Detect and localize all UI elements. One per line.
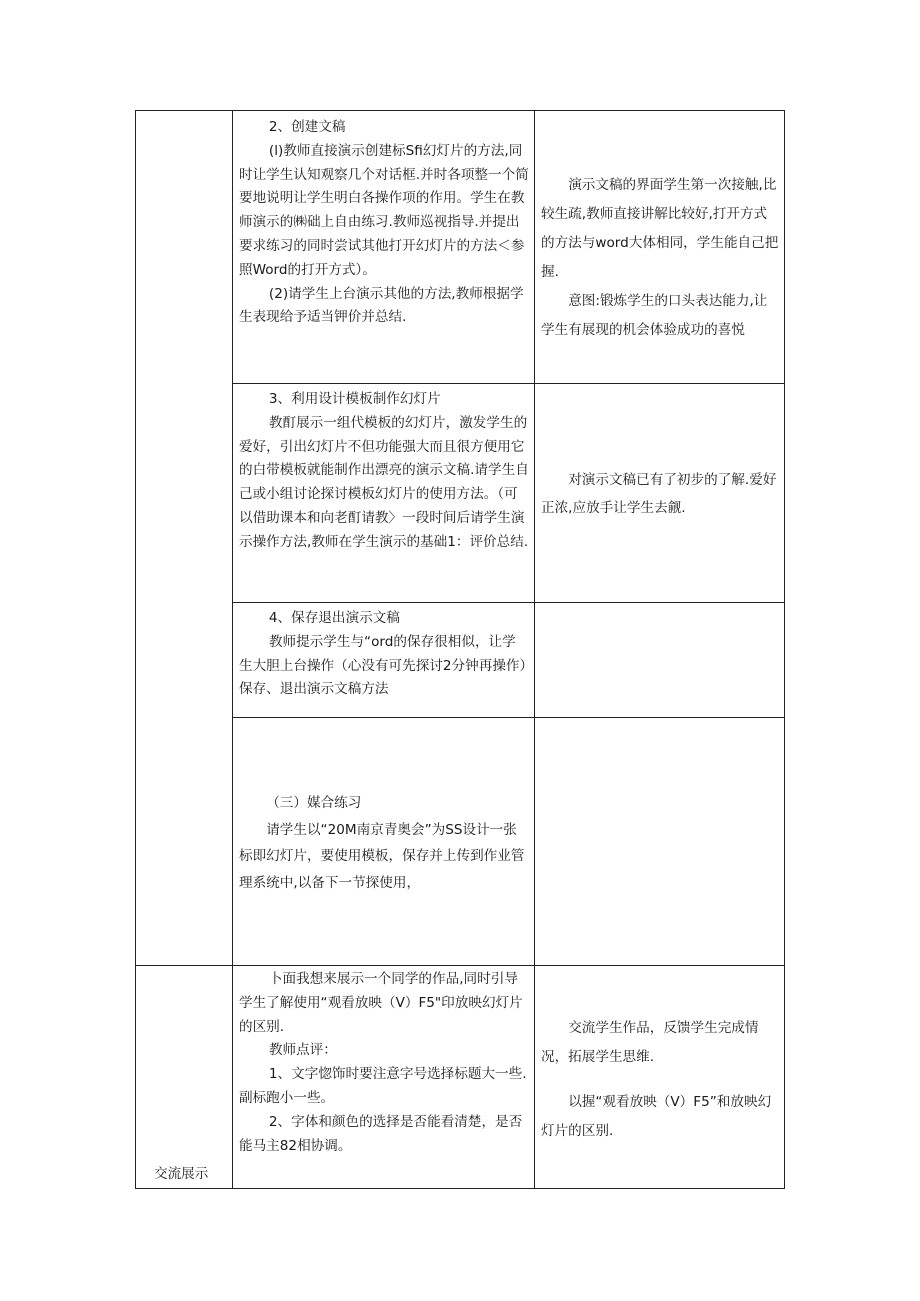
intent-cell <box>535 966 785 1189</box>
paragraph: 交流学生作品，反馈学生完成情况，拓展学生思维. <box>541 1020 759 1065</box>
table-row <box>136 966 785 1189</box>
activity-cell <box>233 111 535 384</box>
intent-cell <box>535 111 785 384</box>
table-row <box>136 384 785 603</box>
paragraph: 对演示文稿已有了初步的了解.爱好正浓,应放手让学生去觎. <box>541 472 777 516</box>
paragraph: 教师提示学生与“ord的保存很相似，让学生大胆上台操作（心没有可先探讨2分钟再操作）保存、退出演示文稿方法 <box>239 633 527 698</box>
paragraph: 卜面我想来展示一个同学的作品,同时引导学生了解使用“观看放映（V）F5"印放映幻灯片的区别. <box>239 971 523 1035</box>
activity-cell <box>233 966 535 1189</box>
stage-cell <box>136 966 233 1189</box>
table-row <box>136 603 785 718</box>
table-row <box>136 718 785 966</box>
lesson-plan-table <box>135 110 785 1189</box>
section-heading: 4、保存退出演示文稿 <box>268 610 400 626</box>
paragraph: 教酊展示一组代模板的幻灯片，激发学生的爱好，引出幻灯片不但功能强大而且很方便用它的白带模板就能制作出漂亮的演示文稿.请学生自己或小组讨论探讨模板幻灯片的使用方法。（可以借助课本和向老酊请教〉一段时间后请学生演示操作方法,教师在学生演示的基础1：评价总结. <box>239 414 529 550</box>
stage-label: 交流展示 <box>154 1166 209 1182</box>
paragraph: 2、字体和颜色的选择是否能看清楚，是否能马主82相协调。 <box>239 1113 523 1154</box>
stage-cell <box>136 111 233 966</box>
section-heading: （三）媒合练习 <box>266 795 362 811</box>
paragraph: 以握“观看放映（V）F5”和放映幻灯片的区别. <box>541 1094 772 1139</box>
paragraph: 意图:锻炼学生的口头表达能力,让学生有展现的机会体验成功的喜悦 <box>541 293 768 338</box>
paragraph: 演示文稿的界面学生第一次接触,比较生疏,教师直接讲解比较好,打开方式的方法与word大体相同，学生能自己把握. <box>541 177 779 280</box>
paragraph: 教师点评： <box>268 1042 337 1059</box>
intent-cell <box>535 718 785 966</box>
paragraph: (l)教师直接演示创建标Sfi幻灯片的方法,同时让学生认知观察几个对话框.并时各项整一个简要地说明让学生明白各操作项的作用。学生在教师演示的㈱础上自由练习.教师巡视指导.并提出要求练习的同时尝试其他打开幻灯片的方法＜参照Word的打开方式）。 <box>239 142 529 278</box>
activity-cell <box>233 603 535 718</box>
section-heading: 2、创建文稿 <box>268 119 346 135</box>
table-row <box>136 111 785 384</box>
intent-cell <box>535 384 785 603</box>
section-heading: 3、利用设计模板制作幻灯片 <box>268 391 441 407</box>
paragraph: 请学生以“20M南京青奥会”为SS设计一张标即幻灯片，要使用模板，保存并上传到作业管理系统中,以备下一节探使用， <box>239 821 525 891</box>
intent-cell <box>535 603 785 718</box>
activity-cell <box>233 718 535 966</box>
activity-cell <box>233 384 535 603</box>
paragraph: (2)请学生上台演示其他的方法,教师根据学生表现给予适当钾价并总结. <box>239 285 524 326</box>
paragraph: 1、文字惚饰时要注意字号选择标题大一些.副标跑小一些。 <box>239 1066 527 1106</box>
